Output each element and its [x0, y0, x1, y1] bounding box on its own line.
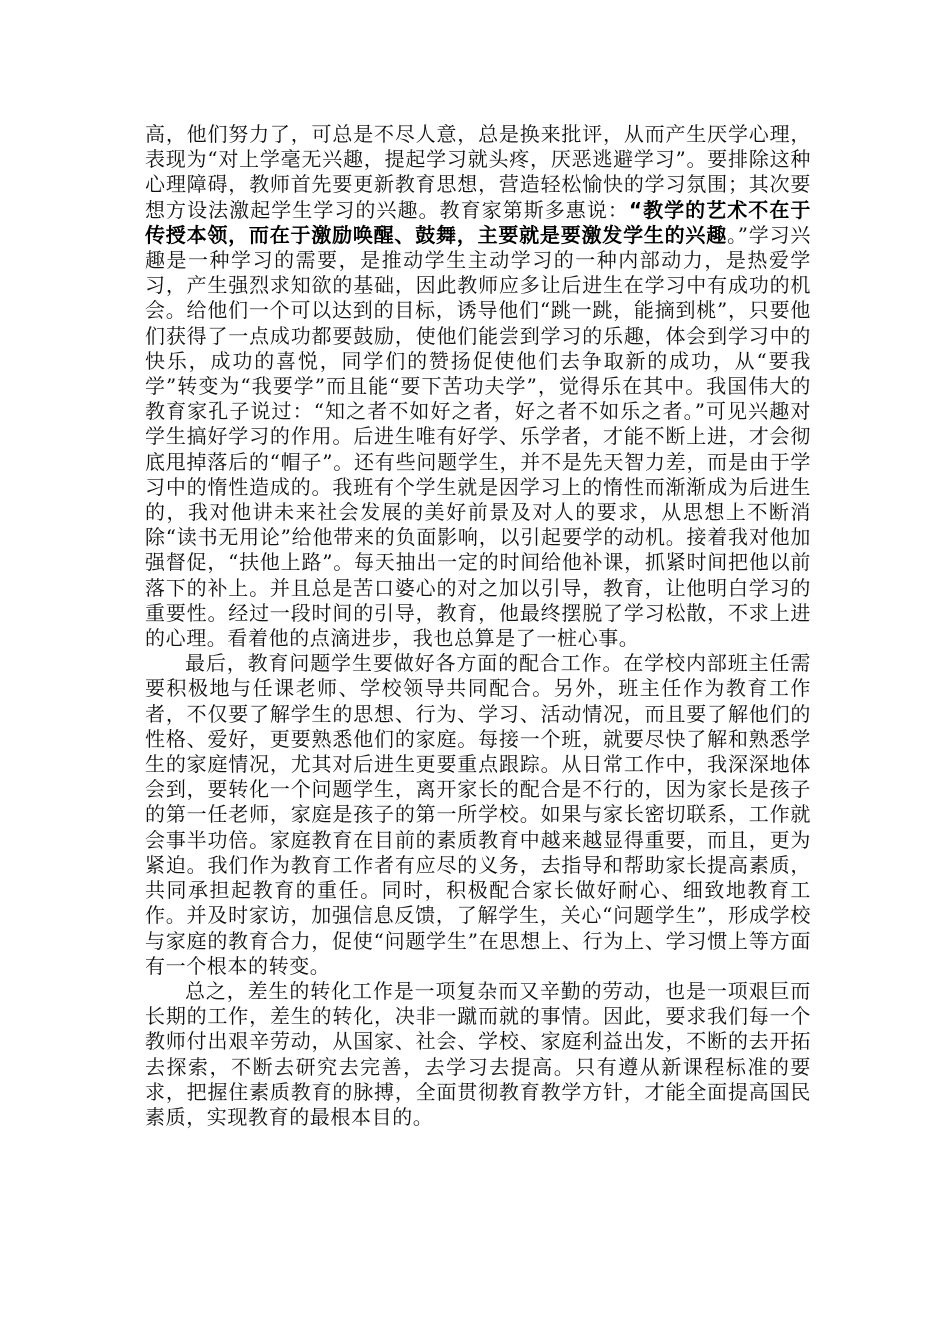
- document-body: [145, 122, 811, 1130]
- paragraph-conclusion: 总之，差生的转化工作是一项复杂而又辛勤的劳动，也是一项艰巨而长期的工作，差生的转化，决非一蹴而就的事情。因此，要求我们每一个教师付出艰辛劳动，从国家、社会、学校、家庭利益出发，不断的去开拓去探索，不断去研究去完善，去学习去提高。只有遵从新课程标准的要求，把握住素质教育的脉搏，全面贯彻教育教学方针，才能全面提高国民素质，实现教育的最根本目的。: [145, 978, 811, 1129]
- paragraph-cooperation: 最后，教育问题学生要做好各方面的配合工作。在学校内部班主任需要积极地与任课老师、学校领导共同配合。另外，班主任作为教育工作者，不仅要了解学生的思想、行为、学习、活动情况，而且要了解他们的性格、爱好，更要熟悉他们的家庭。每接一个班，就要尽快了解和熟悉学生的家庭情况，尤其对后进生更要重点跟踪。从日常工作中，我深深地体会到，要转化一个问题学生，离开家长的配合是不行的，因为家长是孩子的第一任老师，家庭是孩子的第一所学校。如果与家长密切联系，工作就会事半功倍。家庭教育在目前的素质教育中越来越显得重要，而且，更为紧迫。我们作为教育工作者有应尽的义务，去指导和帮助家长提高素质，共同承担起教育的重任。同时，积极配合家长做好耐心、细致地教育工作。并及时家访，加强信息反馈，了解学生，关心“问题学生”，形成学校与家庭的教育合力，促使“问题学生”在思想上、行为上、学习惯上等方面有一个根本的转变。: [145, 651, 811, 978]
- bold-quote: “教学的艺术不在于传授本领，而在于激励唤醒、鼓舞，主要就是要激发学生的兴趣: [145, 197, 811, 247]
- paragraph-text: 高，他们努力了，可总是不尽人意，总是换来批评，从而产生厌学心理，表现为“对上学毫无兴趣，提起学习就头疼，厌恶逃避学习”。要排除这种心理障碍，教师首先要更新教育思想，营造轻松愉快的学习氛围；其次要想方设法激起学生学习的兴趣。教育家第斯多惠说：: [145, 122, 811, 222]
- paragraph-continuation: [145, 122, 811, 651]
- paragraph-text: 。”学习兴趣是一种学习的需要，是推动学生主动学习的一种内部动力，是热爱学习，产生强烈求知欲的基础，因此教师应多让后进生在学习中有成功的机会。给他们一个可以达到的目标，诱导他们“跳一跳，能摘到桃”，只要他们获得了一点成功都要鼓励，使他们能尝到学习的乐趣，体会到学习中的快乐，成功的喜悦，同学们的赞扬促使他们去争取新的成功，从“要我学”转变为“我要学”而且能“要下苦功夫学”，觉得乐在其中。我国伟大的教育家孔子说过：“知之者不如好之者，好之者不如乐之者。”可见兴趣对学生搞好学习的作用。后进生唯有好学、乐学者，才能不断上进，才会彻底甩掉落后的“帽子”。还有些问题学生，并不是先天智力差，而是由于学习中的惰性造成的。我班有个学生就是因学习上的惰性而渐渐成为后进生的，我对他讲未来社会发展的美好前景及对人的要求，从思想上不断消除“读书无用论”给他带来的负面影响，以引起要学的动机。接着我对他加强督促，“扶他上路”。每天抽出一定的时间给他补课，抓紧时间把他以前落下的补上。并且总是苦口婆心的对之加以引导，教育，让他明白学习的重要性。经过一段时间的引导，教育，他最终摆脱了学习松散，不求上进的心理。看着他的点滴进步，我也总算是了一桩心事。: [145, 222, 811, 651]
